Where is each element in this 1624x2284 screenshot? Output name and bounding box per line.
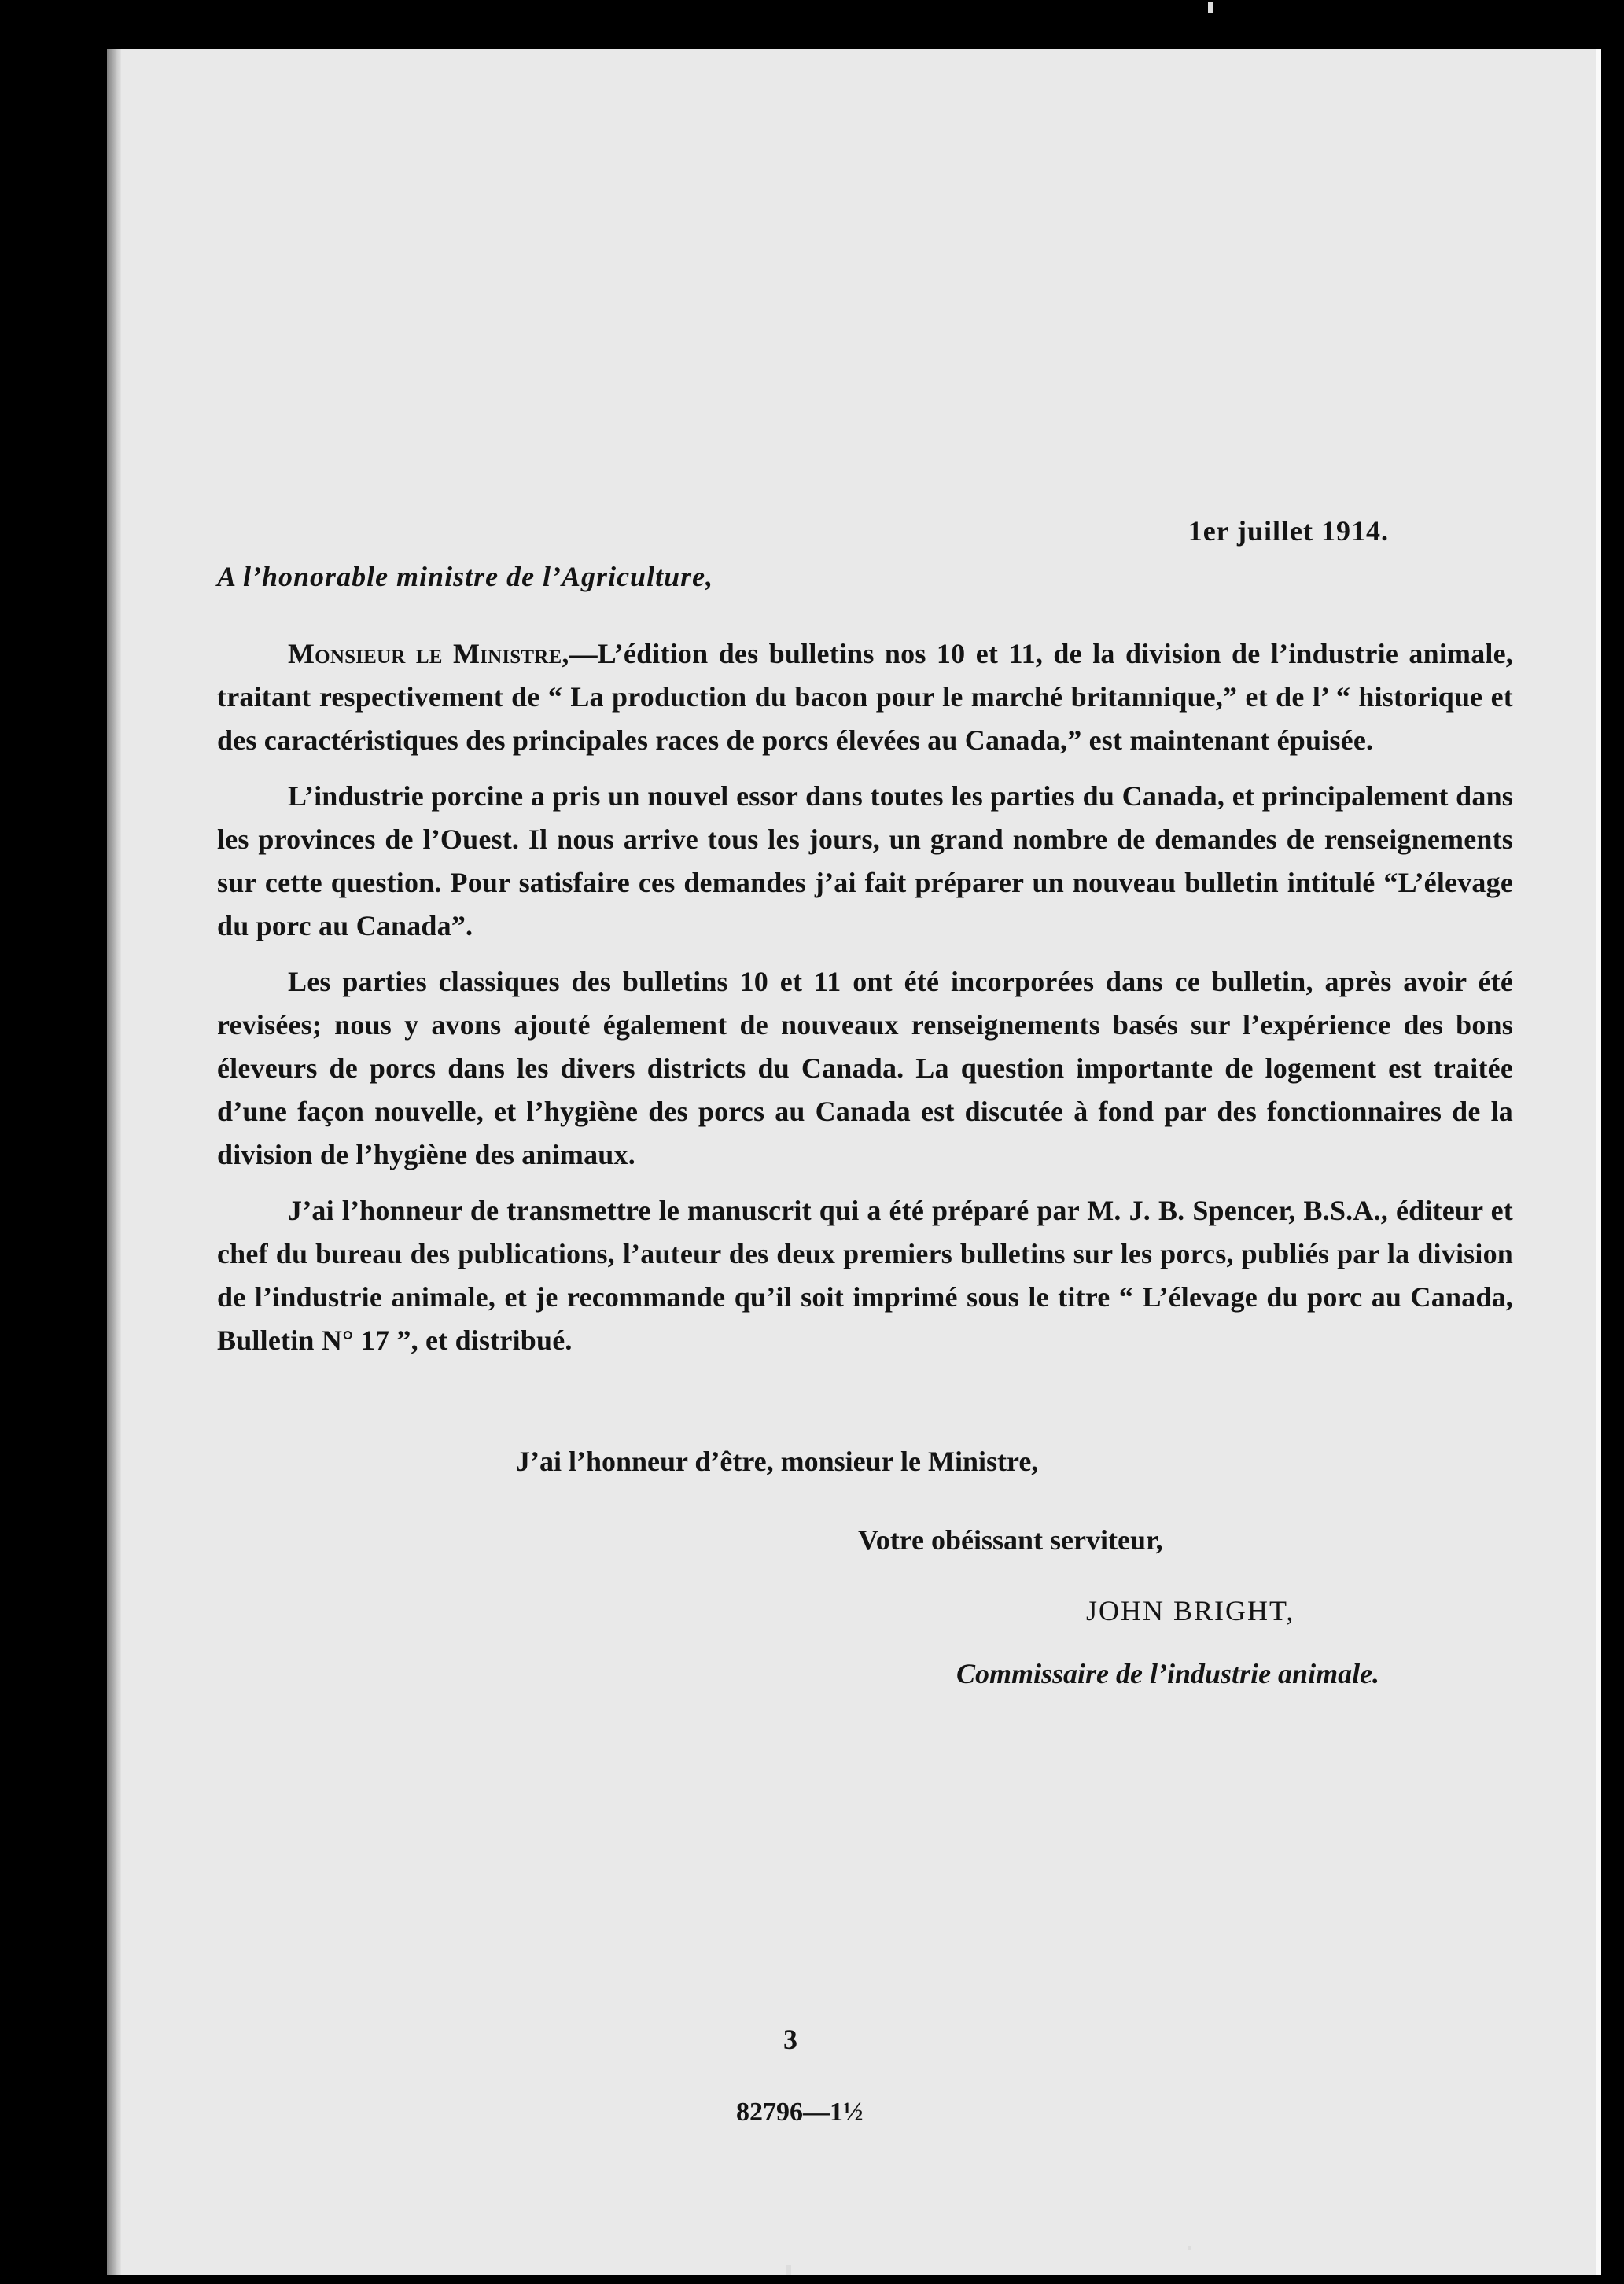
salutation: Monsieur le Ministre, [288,638,569,669]
letter-body [217,632,1513,1375]
paragraph-4: J’ai l’honneur de transmettre le manuscrit qui a été préparé par M. J. B. Spencer, B.S.A., éditeur et chef du bureau des publications, l’auteur des deux premiers bulletins sur les porcs, publiés par la division de l’industrie animale, et je recommande qu’il soit imprimé sous le titre “ L’élevage du porc au Canada, Bulletin N° 17 ”, et distribué. [217,1195,1513,1356]
page-number: 3 [783,2024,797,2055]
letter-addressee: A l’honorable ministre de l’Agriculture, [217,561,714,592]
page-edge [1596,49,1601,2275]
paragraph-3: Les parties classiques des bulletins 10 et 11 ont été incorporées dans ce bulletin, après avoir été revisées; nous y avons ajouté également de nouveaux renseignements basés sur l’expérience des bons éleveurs de porcs dans les divers districts du Canada. La question importante de logement est traitée d’une façon nouvelle, et l’hygiène des porcs au Canada est discutée à fond par des fonctionnaires de la division de l’hygiène des animaux. [217,966,1513,1170]
paragraph-2: L’industrie porcine a pris un nouvel essor dans toutes les parties du Canada, et principalement dans les provinces de l’Ouest. Il nous arrive tous les jours, un grand nombre de demandes de renseignements sur cette question. Pour satisfaire ces demandes j’ai fait préparer un nouveau bulletin intitulé “L’élevage du porc au Canada”. [217,780,1513,941]
scan-speck [1188,2246,1191,2250]
page-binding-shadow [107,49,121,2275]
signatory-name: JOHN BRIGHT, [1086,1595,1295,1626]
closing-line: J’ai l’honneur d’être, monsieur le Ministre, [516,1446,1039,1477]
scan-speck [1208,2,1213,13]
scan-speck [786,2265,791,2275]
paragraph-1-text: —L’édition des bulletins nos 10 et 11, de la division de l’industrie animale, traitant respectivement de “ La production du bacon pour le marché britannique,” et de l’ “ historique et des caractéristiques des principales races de porcs élevées au Canada,” est maintenant épuisée. [217,638,1513,756]
valediction: Votre obéissant serviteur, [858,1524,1163,1556]
letter-date: 1er juillet 1914. [1188,515,1389,547]
scanned-page [107,49,1601,2275]
print-code: 82796—1½ [736,2098,864,2127]
signatory-title: Commissaire de l’industrie animale. [956,1658,1380,1689]
paragraph-1 [217,632,1513,762]
